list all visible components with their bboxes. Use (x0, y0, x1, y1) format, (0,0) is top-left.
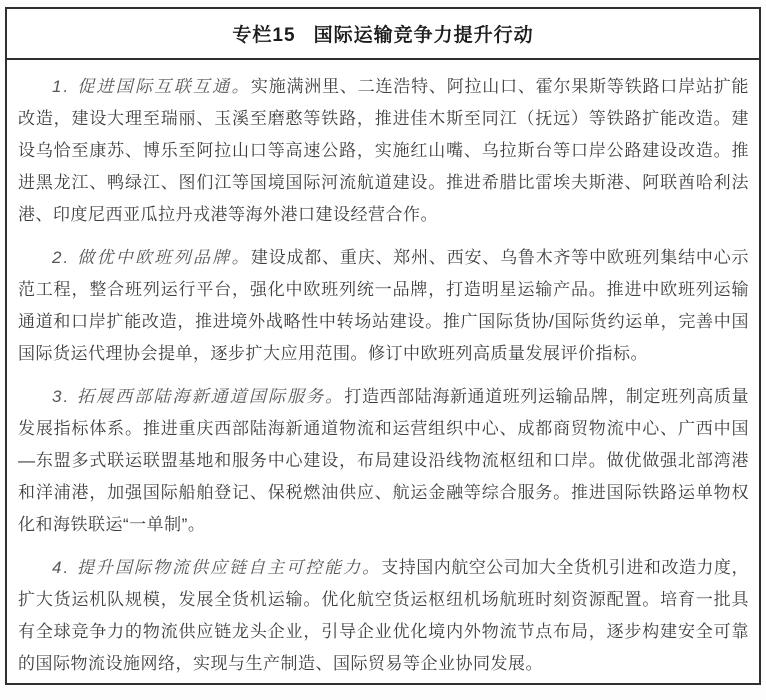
paragraph-2 (18, 242, 749, 370)
paragraph-4-text: 支持国内航空公司加大全货机引进和改造力度，扩大货运机队规模，发展全货机运输。优化航空货运枢纽机场航班时刻资源配置。培育一批具有全球竞争力的物流供应链龙头企业，引导企业优化境内外物流节点布局，逐步构建安全可靠的国际物流设施网络，实现与生产制造、国际贸易等企业协同发展。 (18, 558, 750, 673)
panel-title-label: 专栏15 (232, 25, 296, 46)
paragraph-3-text: 打造西部陆海新通道班列运输品牌，制定班列高质量发展指标体系。推进重庆西部陆海新通道物流和运营组织中心、成都商贸物流中心、广西中国—东盟多式联运联盟基地和服务中心建设，布局建设沿线物流枢纽和口岸。做优做强北部湾港和洋浦港，加强国际船舶登记、保税燃油供应、航运金融等综合服务。推进国际铁路运单物权化和海铁联运“一单制”。 (18, 387, 749, 534)
paragraph-2-heading: 2. 做优中欧班列品牌。 (52, 248, 251, 267)
column-panel (5, 7, 761, 685)
paragraph-1-heading: 1. 促进国际互联互通。 (52, 77, 251, 96)
paragraph-1-text: 实施满洲里、二连浩特、阿拉山口、霍尔果斯等铁路口岸站扩能改造，建设大理至瑞丽、玉溪至磨憨等铁路，推进佳木斯至同江（抚远）等铁路扩能改造。建设乌恰至康苏、博乐至阿拉山口等高速公路，实施红山嘴、乌拉斯台等口岸公路建设改造。推进黑龙江、鸭绿江、图们江等国境国际河流航道建设。推进希腊比雷埃夫斯港、阿联酋哈利法港、印度尼西亚瓜拉丹戎港等海外港口建设经营合作。 (18, 77, 750, 224)
panel-title-text: 国际运输竞争力提升行动 (313, 25, 534, 46)
paragraph-4 (18, 552, 749, 680)
panel-title (7, 9, 759, 60)
paragraph-1 (18, 71, 749, 231)
panel-body (7, 60, 759, 700)
paragraph-3 (18, 381, 749, 541)
paragraph-2-text: 建设成都、重庆、郑州、西安、乌鲁木齐等中欧班列集结中心示范工程，整合班列运行平台，强化中欧班列统一品牌，打造明星运输产品。推进中欧班列运输通道和口岸扩能改造，推进境外战略性中转场站建设。推广国际货协/国际货约运单，完善中国国际货运代理协会提单，逐步扩大应用范围。修订中欧班列高质量发展评价指标。 (18, 248, 750, 363)
paragraph-4-heading: 4. 提升国际物流供应链自主可控能力。 (52, 558, 382, 577)
paragraph-3-heading: 3. 拓展西部陆海新通道国际服务。 (52, 387, 345, 406)
